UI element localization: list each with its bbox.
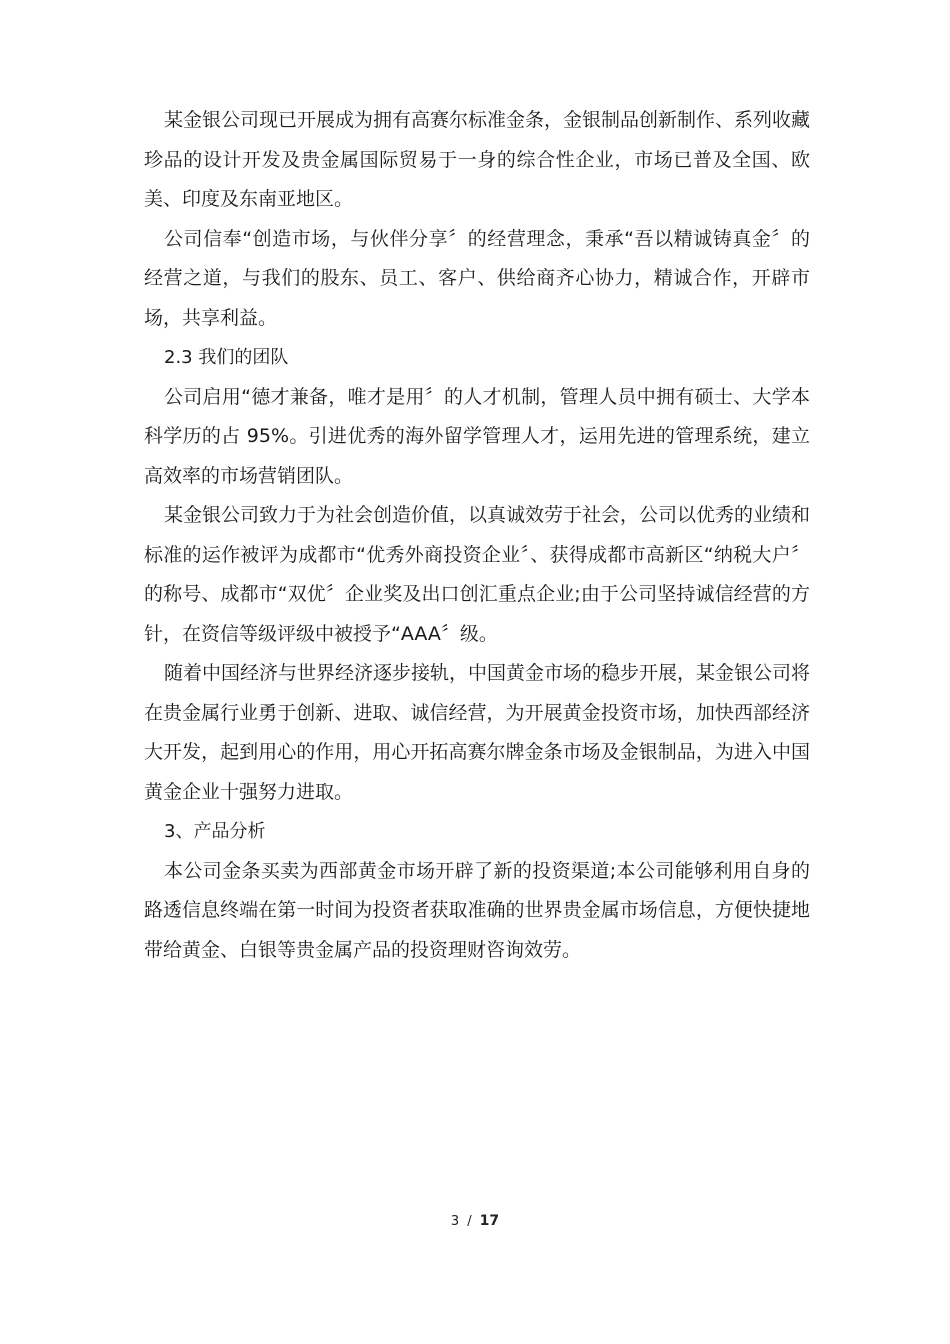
paragraph-social-value: 某金银公司致力于为社会创造价值，以真诚效劳于社会，公司以优秀的业绩和标准的运作被评为成都市“优秀外商投资企业〞、获得成都市高新区“纳税大户〞的称号、成都市“双优〞企业奖及出口创汇重点企业;由于公司坚持诚信经营的方针，在资信等级评级中被授予“AAA〞级。 [144, 504, 811, 645]
paragraph-company-philosophy: 公司信奉“创造市场，与伙伴分享〞的经营理念，秉承“吾以精诚铸真金〞的经营之道，与我们的股东、员工、客户、供给商齐心协力，精诚合作，开辟市场，共享利益。 [144, 227, 810, 329]
page-footer [0, 1213, 950, 1229]
total-page-count: 17 [479, 1213, 500, 1229]
section-heading-team: 2.3 我们的团队 [164, 347, 289, 368]
paragraph-company-overview: 某金银公司现已开展成为拥有高赛尔标准金条，金银制品创新制作、系列收藏珍品的设计开发及贵金属国际贸易于一身的综合性企业，市场已普及全国、欧美、印度及东南亚地区。 [144, 109, 811, 210]
page-content [144, 101, 810, 970]
paragraph-product-analysis: 本公司金条买卖为西部黄金市场开辟了新的投资渠道;本公司能够利用自身的路透信息终端在第一时间为投资者获取准确的世界贵金属市场信息，方便快捷地带给黄金、白银等贵金属产品的投资理财咨询效劳。 [144, 859, 810, 961]
paragraph-talent-mechanism: 公司启用“德才兼备，唯才是用〞的人才机制，管理人员中拥有硕士、大学本科学历的占 95%。引进优秀的海外留学管理人才，运用先进的管理系统，建立高效率的市场营销团队。 [144, 385, 810, 487]
paragraph-development: 随着中国经济与世界经济逐步接轨，中国黄金市场的稳步开展，某金银公司将在贵金属行业勇于创新、进取、诚信经营，为开展黄金投资市场，加快西部经济大开发，起到用心的作用，用心开拓高赛尔牌金条市场及金银制品，为进入中国黄金企业十强努力进取。 [144, 662, 811, 803]
page-separator: / [467, 1214, 472, 1229]
section-heading-product-analysis: 3、产品分析 [164, 821, 266, 842]
current-page-number: 3 [450, 1214, 460, 1229]
